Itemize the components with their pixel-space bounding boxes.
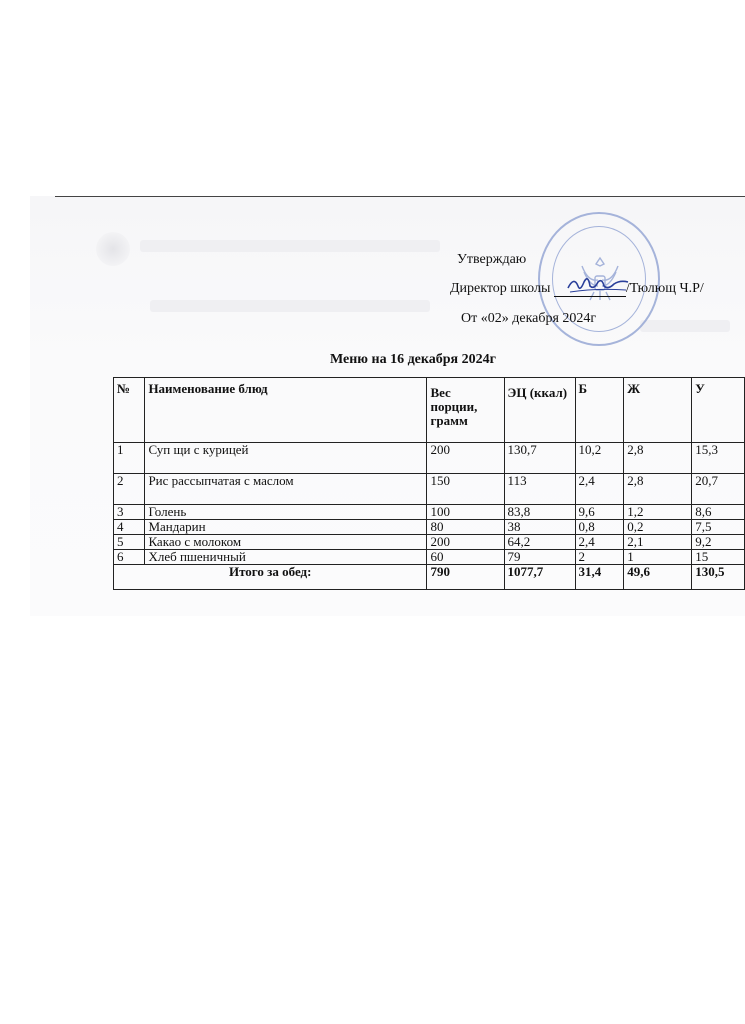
- row-carbs: 15: [692, 550, 745, 565]
- total-energy: 1077,7: [504, 565, 575, 590]
- table-row: [114, 474, 745, 505]
- bleed-through-stripe: [140, 240, 440, 252]
- row-weight: 200: [427, 443, 504, 474]
- row-fat: 1: [624, 550, 692, 565]
- row-energy: 130,7: [504, 443, 575, 474]
- total-weight: 790: [427, 565, 504, 590]
- header-carbs: У: [692, 378, 745, 443]
- total-label: Итого за обед:: [114, 565, 427, 590]
- row-num: 6: [114, 550, 145, 565]
- row-weight: 150: [427, 474, 504, 505]
- director-prefix: Директор школы: [450, 281, 551, 296]
- table-row: [114, 505, 745, 520]
- header-num: №: [114, 378, 145, 443]
- row-protein: 2,4: [575, 535, 624, 550]
- row-fat: 2,8: [624, 443, 692, 474]
- row-energy: 64,2: [504, 535, 575, 550]
- row-protein: 10,2: [575, 443, 624, 474]
- row-protein: 9,6: [575, 505, 624, 520]
- header-protein: Б: [575, 378, 624, 443]
- row-energy: 38: [504, 520, 575, 535]
- total-row: [114, 565, 745, 590]
- header-weight: Вес порции, грамм: [427, 378, 504, 443]
- row-num: 1: [114, 443, 145, 474]
- row-num: 5: [114, 535, 145, 550]
- bleed-through-stripe: [640, 320, 730, 332]
- row-fat: 0,2: [624, 520, 692, 535]
- row-num: 2: [114, 474, 145, 505]
- row-weight: 80: [427, 520, 504, 535]
- signature-blank: [554, 282, 626, 297]
- row-energy: 79: [504, 550, 575, 565]
- row-name: Хлеб пшеничный: [145, 550, 427, 565]
- row-energy: 113: [504, 474, 575, 505]
- row-name: Какао с молоком: [145, 535, 427, 550]
- row-weight: 200: [427, 535, 504, 550]
- table-header-row: [114, 378, 745, 443]
- header-energy: ЭЦ (ккал): [504, 378, 575, 443]
- row-weight: 100: [427, 505, 504, 520]
- row-carbs: 20,7: [692, 474, 745, 505]
- director-line: [450, 281, 704, 297]
- row-weight: 60: [427, 550, 504, 565]
- bleed-through-circle: [96, 232, 130, 266]
- row-carbs: 9,2: [692, 535, 745, 550]
- director-name: /Тюлющ Ч.Р/: [625, 281, 704, 296]
- row-name: Голень: [145, 505, 427, 520]
- table-row: [114, 443, 745, 474]
- row-carbs: 8,6: [692, 505, 745, 520]
- table-row: [114, 550, 745, 565]
- header-fat: Ж: [624, 378, 692, 443]
- row-fat: 2,8: [624, 474, 692, 505]
- table-row: [114, 520, 745, 535]
- row-protein: 0,8: [575, 520, 624, 535]
- menu-title: Меню на 16 декабря 2024г: [330, 352, 496, 367]
- total-protein: 31,4: [575, 565, 624, 590]
- row-name: Рис рассыпчатая с маслом: [145, 474, 427, 505]
- row-protein: 2,4: [575, 474, 624, 505]
- row-fat: 1,2: [624, 505, 692, 520]
- header-name: Наименование блюд: [145, 378, 427, 443]
- row-energy: 83,8: [504, 505, 575, 520]
- table-row: [114, 535, 745, 550]
- row-protein: 2: [575, 550, 624, 565]
- bleed-through-stripe: [150, 300, 430, 312]
- total-fat: 49,6: [624, 565, 692, 590]
- row-fat: 2,1: [624, 535, 692, 550]
- total-carbs: 130,5: [692, 565, 745, 590]
- row-num: 4: [114, 520, 145, 535]
- approval-date: От «02» декабря 2024г: [461, 311, 597, 326]
- row-carbs: 15,3: [692, 443, 745, 474]
- row-num: 3: [114, 505, 145, 520]
- scan-edge-line: [55, 196, 745, 197]
- row-name: Суп щи с курицей: [145, 443, 427, 474]
- menu-table: [113, 377, 745, 590]
- approval-heading: Утверждаю: [457, 252, 527, 267]
- row-carbs: 7,5: [692, 520, 745, 535]
- row-name: Мандарин: [145, 520, 427, 535]
